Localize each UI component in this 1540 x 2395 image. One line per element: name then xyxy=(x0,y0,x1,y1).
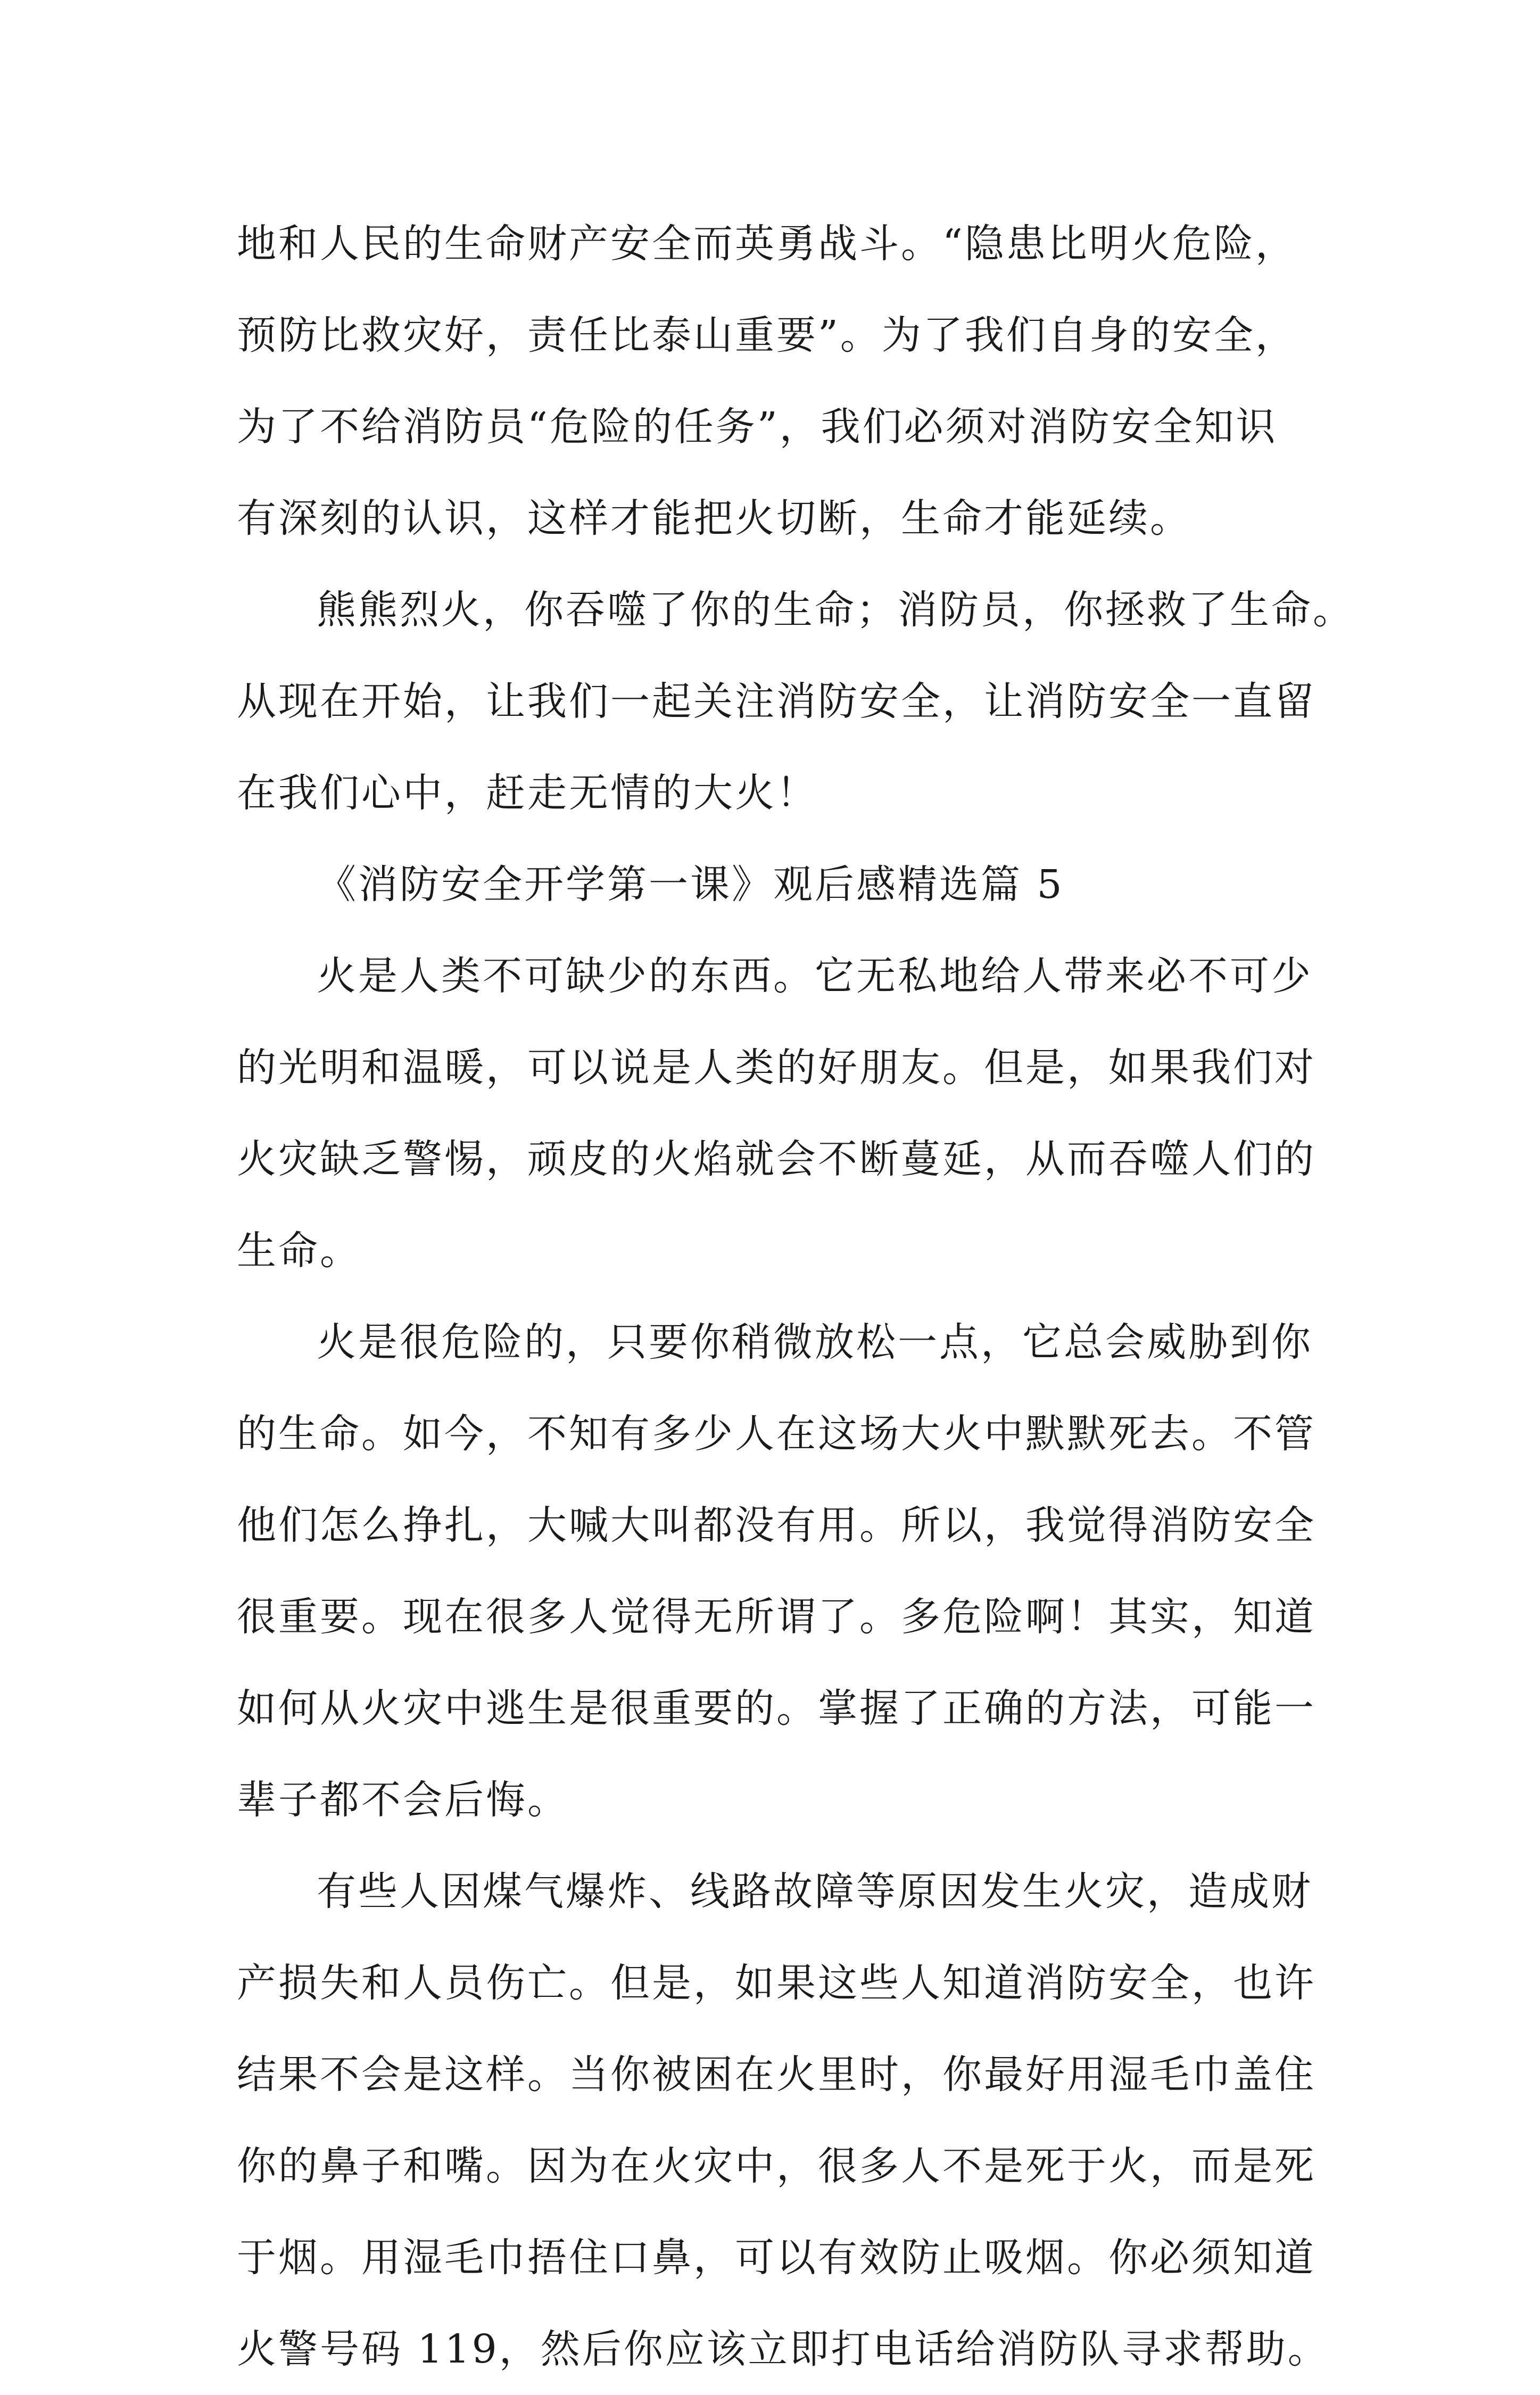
text-line: 地和人民的生命财产安全而英勇战斗。“隐患比明火危险， xyxy=(237,221,1297,267)
document-body xyxy=(237,198,1354,2395)
text-line: 产损失和人员伤亡。但是，如果这些人知道消防安全，也许 xyxy=(237,1960,1316,2006)
text-line: 于烟。用湿毛巾捂住口鼻，可以有效防止吸烟。你必须知道 xyxy=(237,2235,1316,2281)
text-line: 辈子都不会后悔。 xyxy=(237,1777,569,1823)
text-line: 的生命。如今，不知有多少人在这场大火中默默死去。不管 xyxy=(237,1411,1316,1457)
text-line: 如何从火灾中逃生是很重要的。掌握了正确的方法，可能一 xyxy=(237,1686,1316,1731)
text-line: 火灾缺乏警惕，顽皮的火焰就会不断蔓延，从而吞噬人们的 xyxy=(237,1136,1316,1182)
paragraph-start-line: 有些人因煤气爆炸、线路故障等原因发生火灾，造成财 xyxy=(317,1869,1313,1914)
text-line: 你的鼻子和嘴。因为在火灾中，很多人不是死于火，而是死 xyxy=(237,2143,1316,2189)
text-line: 结果不会是这样。当你被困在火里时，你最好用湿毛巾盖住 xyxy=(237,2052,1316,2097)
text-line: 他们怎么挣扎，大喊大叫都没有用。所以，我觉得消防安全 xyxy=(237,1502,1316,1548)
text-line: 有深刻的认识，这样才能把火切断，生命才能延续。 xyxy=(237,495,1191,541)
section-heading: 《消防安全开学第一课》观后感精选篇 5 xyxy=(317,862,1064,907)
text-line: 生命。 xyxy=(237,1228,361,1274)
text-line: 火警号码 119，然后你应该立即打电话给消防队寻求帮助。 xyxy=(237,2326,1329,2372)
paragraph-start-line: 火是很危险的，只要你稍微放松一点，它总会威胁到你 xyxy=(317,1319,1313,1365)
text-line: 的光明和温暖，可以说是人类的好朋友。但是，如果我们对 xyxy=(237,1045,1316,1091)
paragraph-start-line: 熊熊烈火，你吞噬了你的生命；消防员，你拯救了生命。 xyxy=(317,587,1354,633)
text-line: 很重要。现在很多人觉得无所谓了。多危险啊！其实，知道 xyxy=(237,1594,1316,1640)
text-line: 从现在开始，让我们一起关注消防安全，让消防安全一直留 xyxy=(237,679,1316,724)
paragraph-start-line: 火是人类不可缺少的东西。它无私地给人带来必不可少 xyxy=(317,953,1313,999)
text-line: 在我们心中，赶走无情的大火！ xyxy=(237,770,818,816)
text-line: 预防比救灾好，责任比泰山重要”。为了我们自身的安全， xyxy=(237,312,1297,358)
text-line: 为了不给消防员“危险的任务”，我们必须对消防安全知识 xyxy=(237,404,1278,450)
